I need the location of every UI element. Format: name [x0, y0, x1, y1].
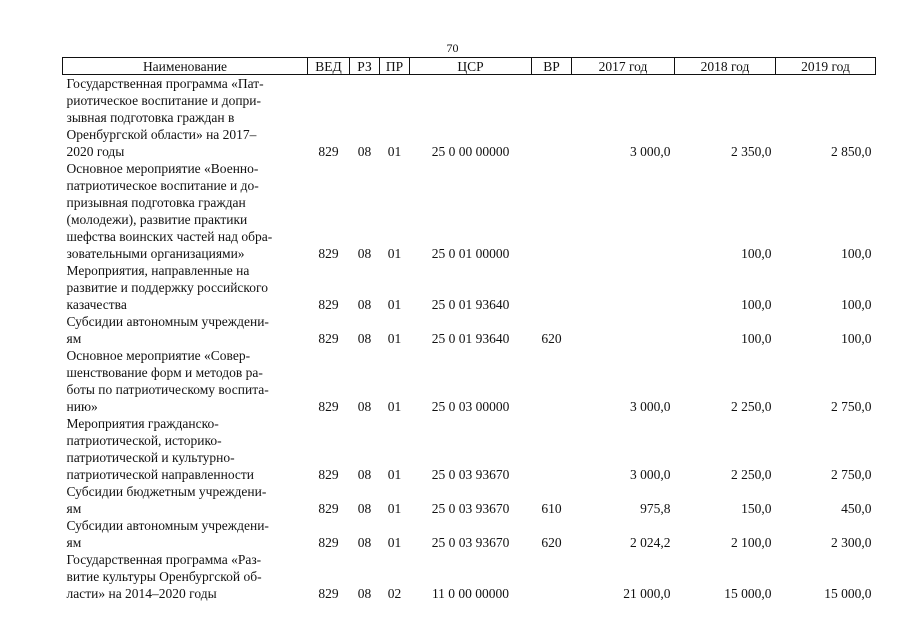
value-2017-cell: 975,8 [640, 501, 671, 516]
table-row [63, 313, 876, 347]
page-number: 70 [446, 41, 459, 55]
row-name-line: (молодежи), развитие практики [66, 212, 248, 227]
csr-cell: 25 0 03 00000 [431, 399, 510, 414]
col-header-vr: ВР [532, 58, 572, 75]
row-name-line: Основное мероприятие «Совер- [66, 348, 251, 363]
col-header-2017: 2017 год [572, 58, 675, 75]
pr-cell: 01 [387, 535, 402, 550]
vr-cell [532, 415, 572, 483]
csr-cell: 25 0 01 00000 [431, 246, 510, 261]
row-name-line: риотическое воспитание и допри- [66, 93, 262, 108]
ved-cell: 829 [318, 399, 339, 414]
row-name-line: Государственная программа «Пат- [66, 76, 264, 91]
value-2017-cell [572, 160, 675, 262]
ved-cell: 829 [318, 535, 339, 550]
ved-cell: 829 [318, 331, 339, 346]
rz-cell: 08 [357, 535, 372, 550]
pr-cell: 01 [387, 144, 402, 159]
row-name-cell [63, 483, 308, 517]
row-name-line: Субсидии автономным учреждени- [66, 518, 269, 533]
value-2019-cell: 2 300,0 [831, 535, 872, 550]
table-row [63, 75, 876, 161]
vr-cell [532, 75, 572, 161]
value-2019-cell: 2 850,0 [831, 144, 872, 159]
rz-cell: 08 [357, 467, 372, 482]
row-name-line: шефства воинских частей над обра- [66, 229, 273, 244]
pr-cell: 01 [387, 501, 402, 516]
table-row [63, 517, 876, 551]
ved-cell: 829 [318, 467, 339, 482]
value-2017-cell: 21 000,0 [623, 586, 671, 601]
rz-cell: 08 [357, 246, 372, 261]
ved-cell: 829 [318, 586, 339, 601]
value-2018-cell: 2 250,0 [731, 399, 772, 414]
vr-cell: 620 [541, 535, 562, 550]
rz-cell: 08 [357, 501, 372, 516]
row-name-line: Государственная программа «Раз- [66, 552, 262, 567]
table-row [63, 347, 876, 415]
budget-table [62, 57, 876, 602]
col-header-ved: ВЕД [308, 58, 350, 75]
row-name-line: Субсидии автономным учреждени- [66, 314, 269, 329]
csr-cell: 11 0 00 00000 [431, 586, 510, 601]
row-name-cell [63, 75, 308, 161]
row-name-line: Основное мероприятие «Военно- [66, 161, 259, 176]
row-name-cell [63, 347, 308, 415]
row-name-cell [63, 517, 308, 551]
col-header-name: Наименование [63, 58, 308, 75]
row-name-line: боты по патриотическому воспита- [66, 382, 269, 397]
col-header-csr: ЦСР [410, 58, 532, 75]
csr-cell: 25 0 01 93640 [431, 297, 510, 312]
value-2017-cell: 2 024,2 [630, 535, 671, 550]
table-body [63, 75, 876, 603]
row-name-line: казачества [66, 297, 127, 312]
csr-cell: 25 0 03 93670 [431, 501, 510, 516]
row-name-line: Субсидии бюджетным учреждени- [66, 484, 267, 499]
value-2019-cell: 15 000,0 [824, 586, 872, 601]
row-name-cell [63, 313, 308, 347]
value-2019-cell: 100,0 [841, 246, 872, 261]
value-2018-cell: 15 000,0 [724, 586, 772, 601]
col-header-rz: РЗ [350, 58, 380, 75]
value-2019-cell: 2 750,0 [831, 399, 872, 414]
pr-cell: 01 [387, 246, 402, 261]
vr-cell: 620 [541, 331, 562, 346]
table-header-row [63, 58, 876, 75]
ved-cell: 829 [318, 501, 339, 516]
table-row [63, 262, 876, 313]
row-name-line: Оренбургской области» на 2017– [66, 127, 257, 142]
pr-cell: 01 [387, 331, 402, 346]
vr-cell [532, 160, 572, 262]
vr-cell [532, 262, 572, 313]
table-row [63, 415, 876, 483]
rz-cell: 08 [357, 297, 372, 312]
row-name-line: патриотической и культурно- [66, 450, 235, 465]
col-header-pr: ПР [380, 58, 410, 75]
pr-cell: 01 [387, 467, 402, 482]
row-name-line: 2020 годы [66, 144, 125, 159]
row-name-line: ям [66, 331, 82, 346]
value-2017-cell: 3 000,0 [630, 399, 671, 414]
col-header-2018: 2018 год [675, 58, 776, 75]
row-name-line: патриотической, историко- [66, 433, 222, 448]
value-2018-cell: 100,0 [741, 297, 772, 312]
row-name-line: Мероприятия, направленные на [66, 263, 250, 278]
table-row [63, 483, 876, 517]
row-name-line: патриотической направленности [66, 467, 255, 482]
value-2018-cell: 2 250,0 [731, 467, 772, 482]
value-2017-cell: 3 000,0 [630, 144, 671, 159]
row-name-cell [63, 262, 308, 313]
value-2019-cell: 450,0 [841, 501, 872, 516]
csr-cell: 25 0 03 93670 [431, 467, 510, 482]
csr-cell: 25 0 00 00000 [431, 144, 510, 159]
ved-cell: 829 [318, 144, 339, 159]
row-name-cell [63, 160, 308, 262]
row-name-line: развитие и поддержку российского [66, 280, 268, 295]
row-name-line: зовательными организациями» [66, 246, 245, 261]
value-2018-cell: 2 350,0 [731, 144, 772, 159]
value-2019-cell: 100,0 [841, 297, 872, 312]
ved-cell: 829 [318, 246, 339, 261]
row-name-line: ласти» на 2014–2020 годы [66, 586, 217, 601]
row-name-line: нию» [66, 399, 98, 414]
row-name-line: призывная подготовка граждан [66, 195, 246, 210]
table-row [63, 160, 876, 262]
row-name-line: зывная подготовка граждан в [66, 110, 235, 125]
col-header-2019: 2019 год [776, 58, 876, 75]
row-name-line: ям [66, 501, 82, 516]
value-2017-cell [572, 313, 675, 347]
vr-cell [532, 347, 572, 415]
csr-cell: 25 0 01 93640 [431, 331, 510, 346]
value-2018-cell: 100,0 [741, 331, 772, 346]
pr-cell: 01 [387, 297, 402, 312]
pr-cell: 01 [387, 399, 402, 414]
csr-cell: 25 0 03 93670 [431, 535, 510, 550]
row-name-line: шенствование форм и методов ра- [66, 365, 263, 380]
vr-cell: 610 [541, 501, 562, 516]
value-2018-cell: 150,0 [741, 501, 772, 516]
rz-cell: 08 [357, 331, 372, 346]
rz-cell: 08 [357, 586, 372, 601]
table-row [63, 551, 876, 602]
rz-cell: 08 [357, 399, 372, 414]
value-2019-cell: 100,0 [841, 331, 872, 346]
row-name-line: патриотическое воспитание и до- [66, 178, 259, 193]
ved-cell: 829 [318, 297, 339, 312]
value-2018-cell: 2 100,0 [731, 535, 772, 550]
row-name-line: ям [66, 535, 82, 550]
rz-cell: 08 [357, 144, 372, 159]
row-name-cell [63, 551, 308, 602]
row-name-line: Мероприятия гражданско- [66, 416, 219, 431]
value-2019-cell: 2 750,0 [831, 467, 872, 482]
pr-cell: 02 [387, 586, 402, 601]
row-name-line: витие культуры Оренбургской об- [66, 569, 262, 584]
value-2018-cell: 100,0 [741, 246, 772, 261]
value-2017-cell [572, 262, 675, 313]
value-2017-cell: 3 000,0 [630, 467, 671, 482]
vr-cell [532, 551, 572, 602]
row-name-cell [63, 415, 308, 483]
